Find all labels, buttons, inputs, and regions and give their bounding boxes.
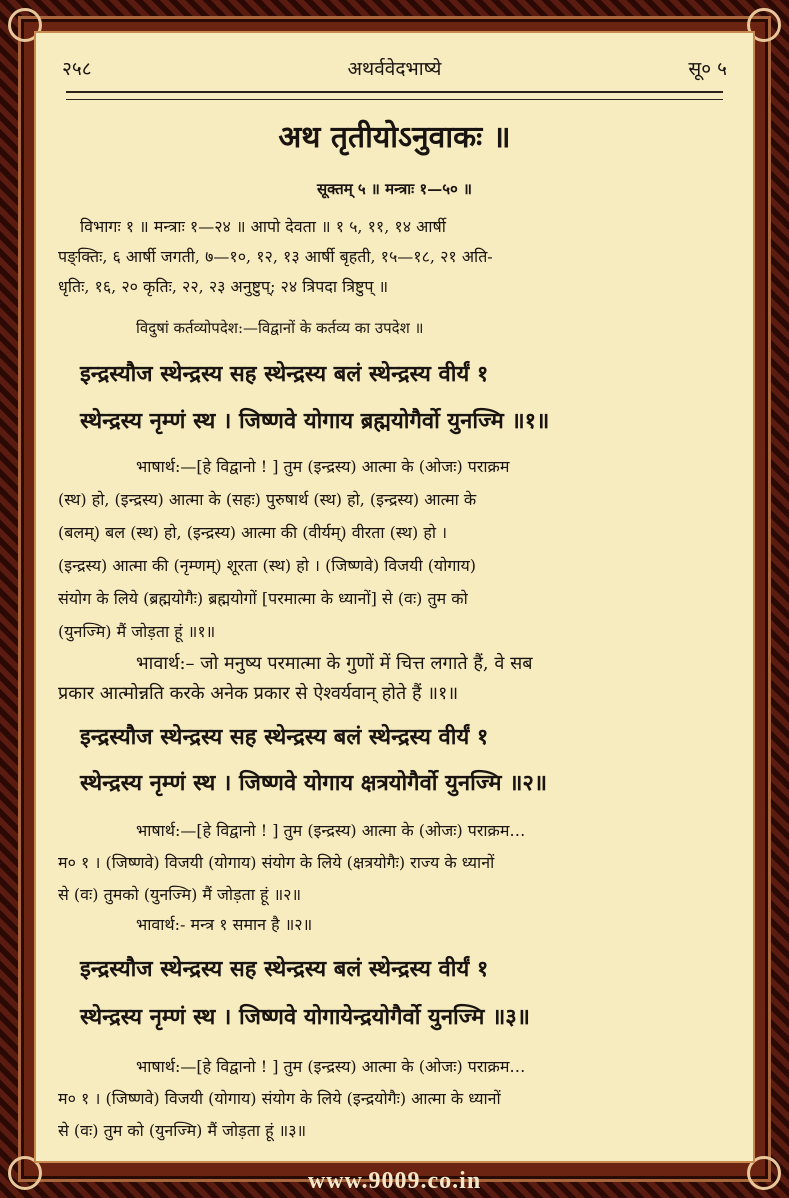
mantra-line: स्थेन्द्रस्य नृम्णं स्थ । जिष्णवे योगायेन्द्रयोगैर्वो युनज्मि ॥३॥ — [80, 1004, 530, 1030]
page-number: २५८ — [62, 58, 92, 80]
mantra-line: स्थेन्द्रस्य नृम्णं स्थ । जिष्णवे योगाय क्षत्रयोगैर्वो युनज्मि ॥२॥ — [80, 770, 548, 796]
bhashartha-line: संयोग के लिये (ब्रह्मयोगैः) ब्रह्मयोगों [परमात्मा के ध्यानों] से (वः) तुम को — [58, 589, 468, 608]
bhashartha-line: (स्थ) हो, (इन्द्रस्य) आत्मा के (सहः) पुरुषार्थ (स्थ) हो, (इन्द्रस्य) आत्मा के — [58, 490, 477, 509]
page-header — [62, 55, 727, 85]
header-divider — [66, 91, 723, 100]
bhashartha-line: (युनज्मि) मैं जोड़ता हूं ॥१॥ — [58, 622, 216, 641]
book-page — [36, 33, 753, 1161]
website-footer: www.9009.co.in — [307, 1168, 482, 1194]
bhavartha-line: भावार्थ:- मन्त्र १ समान है ॥२॥ — [136, 915, 313, 934]
bhashartha-line: (बलम्) बल (स्थ) हो, (इन्द्रस्य) आत्मा की (वीर्यम्) वीरता (स्थ) हो । — [58, 523, 448, 542]
vibhaga-line: पङ्क्तिः, ६ आर्षी जगती, ७—१०, १२, १३ आर्षी बृहती, १५—१८, २१ अति- — [58, 247, 493, 266]
mantra-line: इन्द्रस्यौज स्थेन्द्रस्य सह स्थेन्द्रस्य बलं स्थेन्द्रस्य वीर्यं १ — [80, 956, 489, 982]
bhashartha-line: (इन्द्रस्य) आत्मा की (नृम्णम्) शूरता (स्थ) हो । (जिष्णवे) विजयी (योगाय) — [58, 556, 477, 575]
bhavartha-line: प्रकार आत्मोन्नति करके अनेक प्रकार से ऐश्वर्यवान् होते हैं ॥१॥ — [58, 683, 459, 704]
bhashartha-line: म० १ । (जिष्णवे) विजयी (योगाय) संयोग के लिये (इन्द्रयोगैः) आत्मा के ध्यानों — [58, 1089, 501, 1108]
vibhaga-line: धृतिः, १६, २० कृतिः, २२, २३ अनुष्टुप्; २४ त्रिपदा त्रिष्टुप् ॥ — [58, 277, 389, 296]
bhavartha-line: भावार्थ:– जो मनुष्य परमात्मा के गुणों में चित्त लगाते हैं, वे सब — [136, 653, 533, 674]
mantra-line: इन्द्रस्यौज स्थेन्द्रस्य सह स्थेन्द्रस्य बलं स्थेन्द्रस्य वीर्यं १ — [80, 724, 489, 750]
bhashartha-line: से (वः) तुमको (युनज्मि) मैं जोड़ता हूं ॥२॥ — [58, 885, 302, 904]
mantra-line: इन्द्रस्यौज स्थेन्द्रस्य सह स्थेन्द्रस्य बलं स्थेन्द्रस्य वीर्यं १ — [80, 361, 489, 387]
bhashartha-line: भाषार्थ:—[हे विद्वानो ! ] तुम (इन्द्रस्य) आत्मा के (ओजः) पराक्रम — [136, 457, 510, 476]
anuvaka-title: अथ तृतीयोऽनुवाकः ॥ — [278, 120, 511, 155]
bhashartha-line: म० १ । (जिष्णवे) विजयी (योगाय) संयोग के लिये (क्षत्रयोगैः) राज्य के ध्यानों — [58, 853, 495, 872]
bhashartha-line: भाषार्थ:—[हे विद्वानो ! ] तुम (इन्द्रस्य) आत्मा के (ओजः) पराक्रम… — [136, 821, 526, 840]
vibhaga-line: विभागः १ ॥ मन्त्राः १—२४ ॥ आपो देवता ॥ १ ५, ११, १४ आर्षी — [80, 217, 446, 236]
book-title: अथर्ववेदभाष्ये — [347, 58, 442, 80]
bhashartha-line: से (वः) तुम को (युनज्मि) मैं जोड़ता हूं ॥३॥ — [58, 1121, 307, 1140]
mantra-line: स्थेन्द्रस्य नृम्णं स्थ । जिष्णवे योगाय ब्रह्मयोगैर्वो युनज्मि ॥१॥ — [80, 408, 550, 434]
bhashartha-line: भाषार्थ:—[हे विद्वानो ! ] तुम (इन्द्रस्य) आत्मा के (ओजः) पराक्रम… — [136, 1057, 526, 1076]
sukta-heading: सूक्तम् ५ ॥ मन्त्राः १—५० ॥ — [316, 180, 473, 198]
sukta-reference: सू० ५ — [688, 58, 727, 80]
topic-line: विदुषां कर्तव्योपदेश:—विद्वानों के कर्तव्य का उपदेश ॥ — [136, 319, 424, 337]
